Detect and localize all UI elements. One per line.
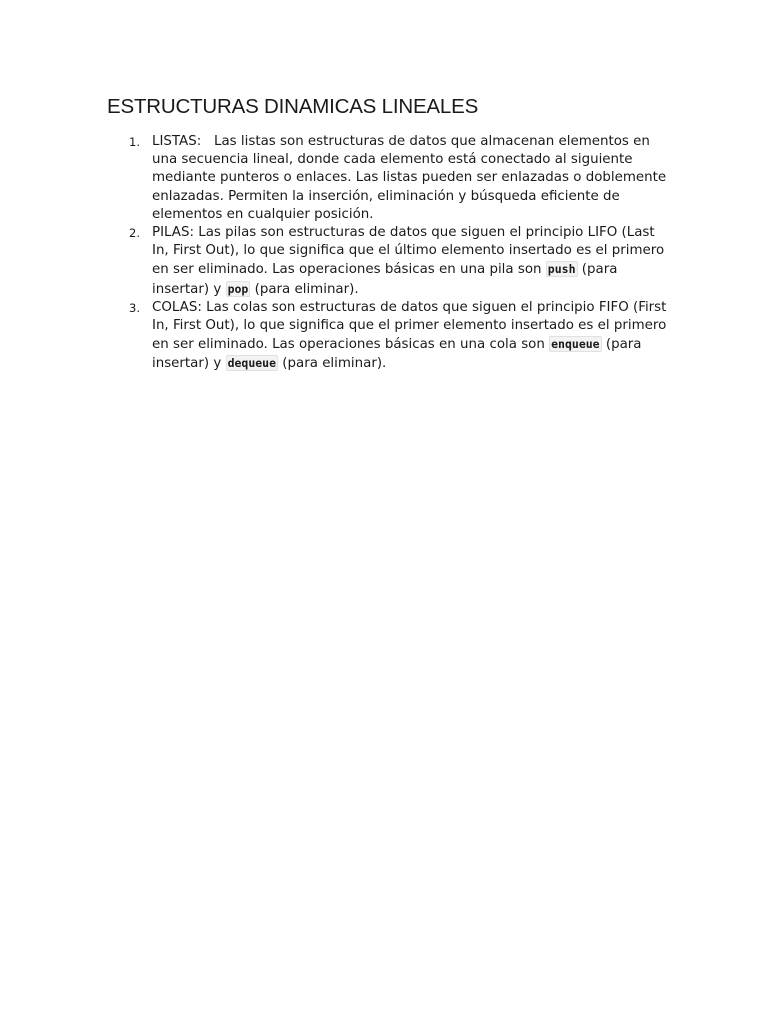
list-item-text: Las listas son estructuras de datos que almacenan elementos en una secuencia lineal, donde cada elemento está conectado al siguiente mediante punteros o enlaces. Las listas pueden ser enlazadas o doblemente enlazadas. Permiten la inserción, eliminación y búsqueda eficiente de elementos en cualquier posición.	[152, 134, 667, 222]
list-item-text: Las pilas son estructuras de datos que siguen el principio LIFO (Last In, First Out), lo que significa que el último elemento insertado es el primero en ser eliminado. Las operaciones básicas en una pila son	[152, 225, 665, 278]
list-item-text: (para eliminar).	[282, 356, 387, 372]
list-item-number: 3.	[129, 300, 140, 315]
list-item-text: (para insertar) y	[152, 262, 618, 297]
document-title: ESTRUCTURAS DINAMICAS LINEALES	[107, 95, 479, 118]
list-item-heading: LISTAS:	[152, 134, 202, 149]
code-pop: pop	[227, 281, 249, 296]
list-item-colas	[129, 299, 669, 374]
list-item-text: (para insertar) y	[152, 337, 642, 372]
list-item-body	[152, 224, 669, 299]
list-item-listas	[129, 133, 669, 224]
list-item-number: 1.	[129, 135, 140, 149]
list-item-pilas	[129, 224, 669, 299]
code-enqueue: enqueue	[551, 337, 600, 352]
structures-list	[129, 133, 669, 374]
list-item-heading: COLAS:	[152, 299, 202, 315]
list-item-number: 2.	[129, 226, 140, 241]
list-item-body	[152, 133, 669, 224]
list-item-text: (para eliminar).	[254, 281, 359, 297]
code-push: push	[547, 262, 576, 277]
code-dequeue: dequeue	[227, 356, 277, 371]
list-item-heading: PILAS:	[152, 225, 194, 241]
list-item-text: Las colas son estructuras de datos que siguen el principio FIFO (First In, First Out), lo que significa que el primer elemento insertado es el primero en ser eliminado. Las operaciones básicas en una cola son	[152, 299, 667, 353]
list-item-body	[152, 299, 669, 374]
